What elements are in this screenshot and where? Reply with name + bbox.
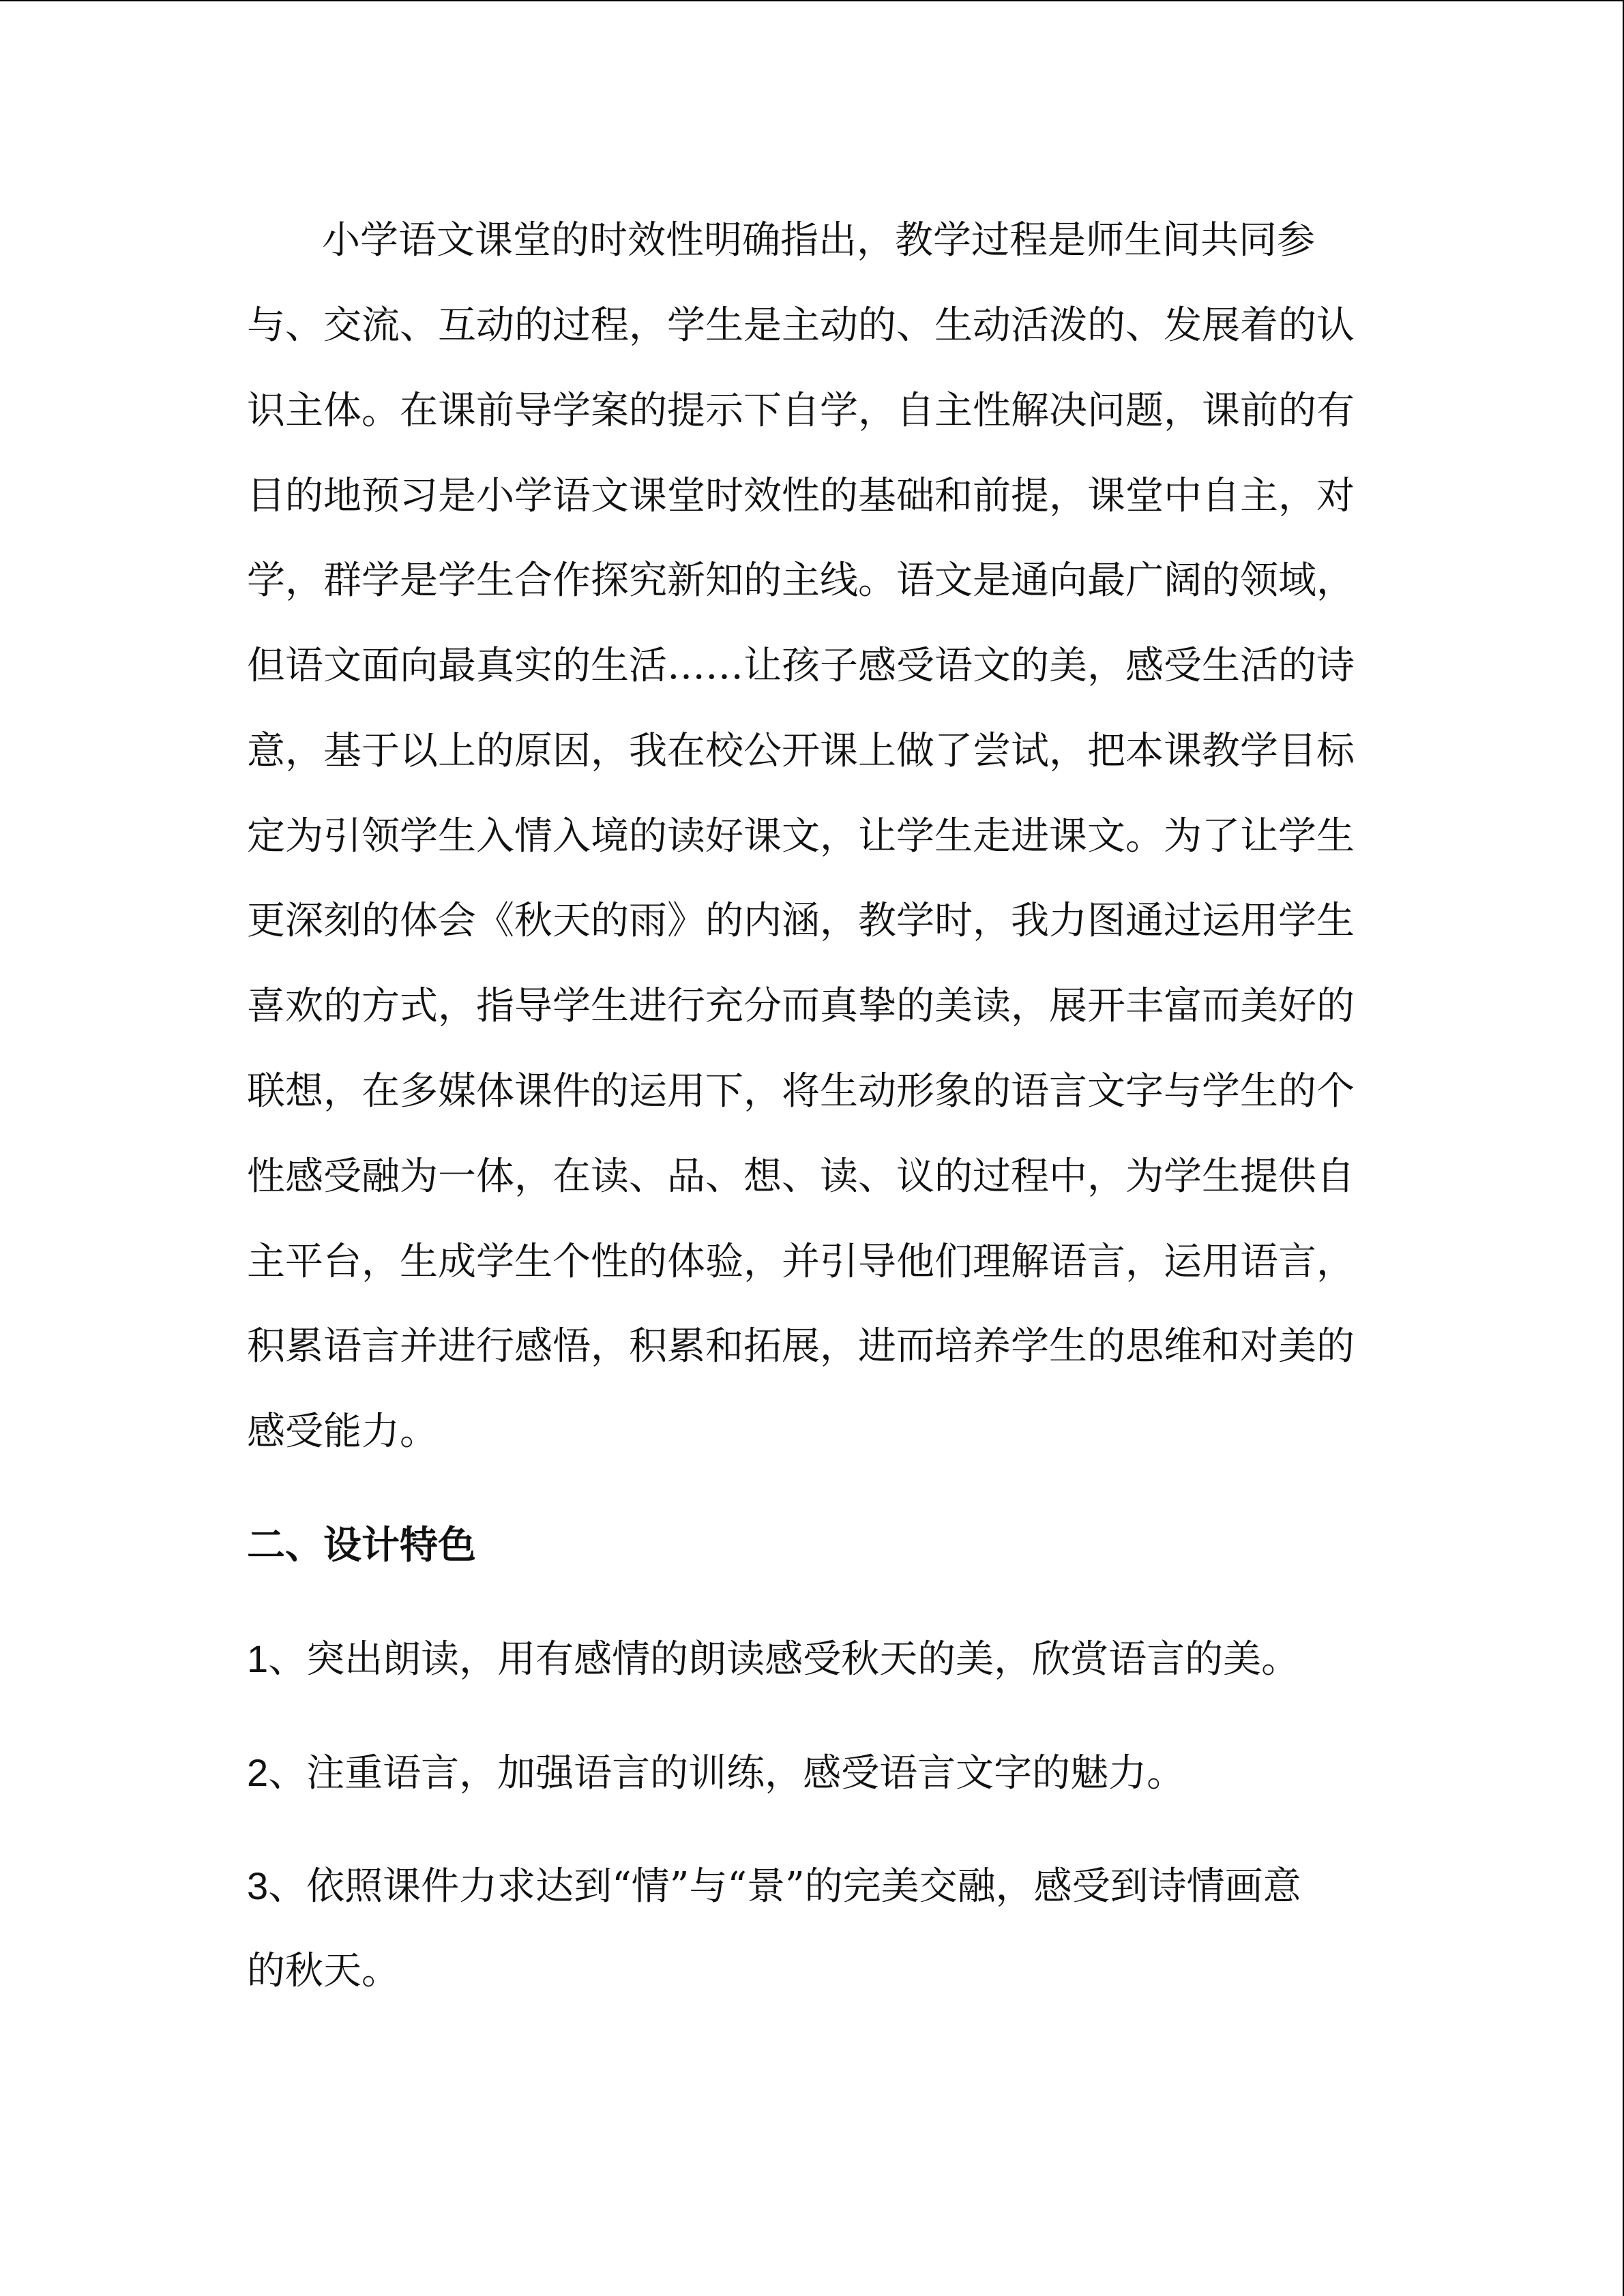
list-item bbox=[247, 1862, 1379, 1911]
list-item-continuation: 的秋天。 bbox=[247, 1949, 400, 1993]
list-item-number: 3 bbox=[247, 1864, 269, 1907]
paragraph-line: 但语文面向最真实的生活……让孩子感受语文的美，感受生活的诗 bbox=[247, 644, 1355, 688]
paragraph-line: 主平台，生成学生个性的体验，并引导他们理解语言，运用语言， bbox=[247, 1240, 1355, 1284]
paragraph-line: 小学语文课堂的时效性明确指出，教学过程是师生间共同参 bbox=[322, 218, 1315, 263]
paragraph-line: 喜欢的方式，指导学生进行充分而真挚的美读，展开丰富而美好的 bbox=[247, 984, 1355, 1028]
paragraph-line: 与、交流、互动的过程，学生是主动的、生动活泼的、发展着的认 bbox=[247, 303, 1355, 348]
paragraph-line: 学，群学是学生合作探究新知的主线。语文是通向最广阔的领域， bbox=[247, 558, 1355, 603]
list-item-text: 、突出朗读，用有感情的朗读感受秋天的美，欣赏语言的美。 bbox=[268, 1637, 1300, 1682]
list-item-text: 、注重语言，加强语言的训练，感受语言文字的魅力。 bbox=[268, 1751, 1185, 1795]
section-heading: 二、设计特色 bbox=[247, 1523, 476, 1568]
paragraph-line: 意，基于以上的原因，我在校公开课上做了尝试，把本课教学目标 bbox=[247, 729, 1355, 773]
list-item bbox=[247, 1749, 1379, 1798]
list-item-number: 2 bbox=[247, 1751, 269, 1794]
list-item bbox=[247, 1635, 1379, 1684]
paragraph-line: 联想，在多媒体课件的运用下，将生动形象的语言文字与学生的个 bbox=[247, 1069, 1355, 1114]
list-item-number: 1 bbox=[247, 1637, 269, 1680]
paragraph-line: 定为引领学生入情入境的读好课文，让学生走进课文。为了让学生 bbox=[247, 814, 1355, 859]
paragraph-line: 目的地预习是小学语文课堂时效性的基础和前提，课堂中自主，对 bbox=[247, 474, 1355, 518]
paragraph-line: 积累语言并进行感悟，积累和拓展，进而培养学生的思维和对美的 bbox=[247, 1324, 1355, 1369]
paragraph-line: 更深刻的体会《秋天的雨》的内涵，教学时，我力图通过运用学生 bbox=[247, 899, 1355, 943]
paragraph-line: 性感受融为一体，在读、品、想、读、议的过程中，为学生提供自 bbox=[247, 1154, 1355, 1199]
list-item-text: 、依照课件力求达到“情”与“景”的完美交融，感受到诗情画意 bbox=[268, 1864, 1301, 1909]
paragraph-line: 感受能力。 bbox=[247, 1410, 438, 1454]
paragraph-line: 识主体。在课前导学案的提示下自学，自主性解决问题，课前的有 bbox=[247, 389, 1355, 433]
